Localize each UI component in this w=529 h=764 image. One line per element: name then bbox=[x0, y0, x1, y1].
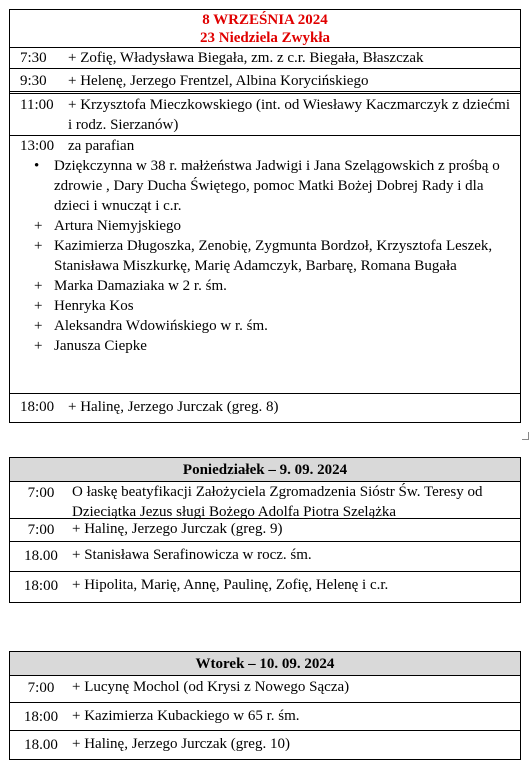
mass-intention: za parafian bbox=[68, 138, 135, 154]
mass-time: 11:00 bbox=[20, 97, 54, 113]
cross-marker-icon: + bbox=[34, 218, 43, 234]
intention-text: Artura Niemyjskiego bbox=[54, 218, 182, 234]
intention-item bbox=[10, 296, 520, 316]
mass-intention: + Halinę, Jerzego Jurczak (greg. 8) bbox=[68, 399, 279, 415]
mass-time: 9:30 bbox=[20, 73, 47, 89]
mass-intention: O łaskę beatyfikacji Założyciela Zgromadzenia Sióstr Św. Teresy od Dzieciątka Jezus sługi Bożego Adolfa Piotra Szelążka bbox=[72, 484, 483, 520]
mass-time: 7:00 bbox=[27, 485, 55, 501]
sunday-table bbox=[9, 9, 521, 423]
mass-row bbox=[10, 676, 520, 703]
cross-marker-icon: + bbox=[34, 298, 43, 314]
mass-intention: + Zofię, Władysława Biegała, zm. z c.r. Biegała, Błaszczak bbox=[68, 50, 424, 66]
mass-intention: + Lucynę Mochol (od Krysi z Nowego Sącza) bbox=[72, 679, 350, 695]
bullet-icon: • bbox=[34, 158, 40, 174]
intention-text: Henryka Kos bbox=[54, 298, 134, 314]
monday-header: Poniedziałek – 9. 09. 2024 bbox=[10, 458, 520, 482]
mass-row bbox=[10, 482, 520, 519]
mass-time: 18:00 bbox=[23, 578, 59, 594]
mass-row-1300 bbox=[10, 136, 520, 394]
mass-row bbox=[10, 703, 520, 731]
intention-text: Aleksandra Wdowińskiego w r. śm. bbox=[54, 318, 268, 334]
mass-intention: + Stanisława Serafinowicza w rocz. śm. bbox=[72, 547, 312, 563]
mass-time: 7:00 bbox=[27, 522, 55, 538]
mass-row bbox=[10, 394, 520, 422]
mass-intention: + Hipolita, Marię, Annę, Paulinę, Zofię, Helenę i c.r. bbox=[72, 577, 389, 593]
intention-item bbox=[10, 276, 520, 296]
intention-item bbox=[10, 156, 520, 216]
cross-marker-icon: + bbox=[34, 338, 43, 354]
mass-row bbox=[10, 94, 520, 136]
intention-text: Kazimierza Długoszka, Zenobię, Zygmunta Bordzoł, Krzysztofa Leszek, Stanisława Miszkurkę, Marię Adamczyk, Barbarę, Romana Bugała bbox=[54, 238, 493, 274]
mass-intention: + Krzysztofa Mieczkowskiego (int. od Wiesławy Kaczmarczyk z dziećmi i rodz. Sierzanów) bbox=[68, 97, 510, 133]
intention-item bbox=[10, 236, 520, 276]
mass-time: 18.00 bbox=[24, 737, 58, 753]
mass-intention: + Halinę, Jerzego Jurczak (greg. 10) bbox=[72, 736, 290, 752]
mass-row bbox=[10, 519, 520, 542]
cross-marker-icon: + bbox=[34, 278, 43, 294]
mass-row bbox=[10, 731, 520, 759]
intention-text: Dziękczynna w 38 r. małżeństwa Jadwigi i Jana Szelągowskich z prośbą o zdrowie , Dary Ducha Świętego, pomoc Matki Bożej Dobrej Rady i dla dzieci i wnucząt i c.r. bbox=[54, 158, 500, 214]
mass-row bbox=[10, 48, 520, 69]
mass-time: 13:00 bbox=[20, 138, 55, 154]
monday-table bbox=[9, 457, 521, 603]
mass-time: 18:00 bbox=[20, 399, 55, 415]
intention-text: Marka Damaziaka w 2 r. śm. bbox=[54, 278, 227, 294]
sunday-day-title: 23 Niedziela Zwykła bbox=[200, 30, 330, 46]
intention-item bbox=[10, 316, 520, 336]
tuesday-table bbox=[9, 651, 521, 760]
cell-marker-icon bbox=[522, 432, 529, 440]
mass-intention: + Kazimierza Kubackiego w 65 r. śm. bbox=[72, 708, 300, 724]
mass-time: 7:30 bbox=[20, 50, 47, 66]
mass-intention: + Helenę, Jerzego Frentzel, Albina Korycińskiego bbox=[68, 73, 369, 89]
intention-item bbox=[10, 216, 520, 236]
sunday-header bbox=[10, 10, 520, 48]
intention-item bbox=[10, 336, 520, 356]
cross-marker-icon: + bbox=[34, 318, 43, 334]
sunday-date-title: 8 WRZEŚNIA 2024 bbox=[202, 12, 328, 28]
intentions-list bbox=[10, 156, 520, 356]
mass-row bbox=[10, 542, 520, 572]
mass-time: 18:00 bbox=[23, 709, 59, 725]
cross-marker-icon: + bbox=[34, 238, 43, 254]
mass-row bbox=[10, 69, 520, 94]
mass-row bbox=[10, 572, 520, 602]
mass-time: 18.00 bbox=[24, 548, 58, 564]
mass-time: 7:00 bbox=[27, 680, 55, 696]
tuesday-header: Wtorek – 10. 09. 2024 bbox=[10, 652, 520, 676]
intention-text: Janusza Ciepke bbox=[54, 338, 147, 354]
mass-intention: + Halinę, Jerzego Jurczak (greg. 9) bbox=[72, 521, 283, 537]
